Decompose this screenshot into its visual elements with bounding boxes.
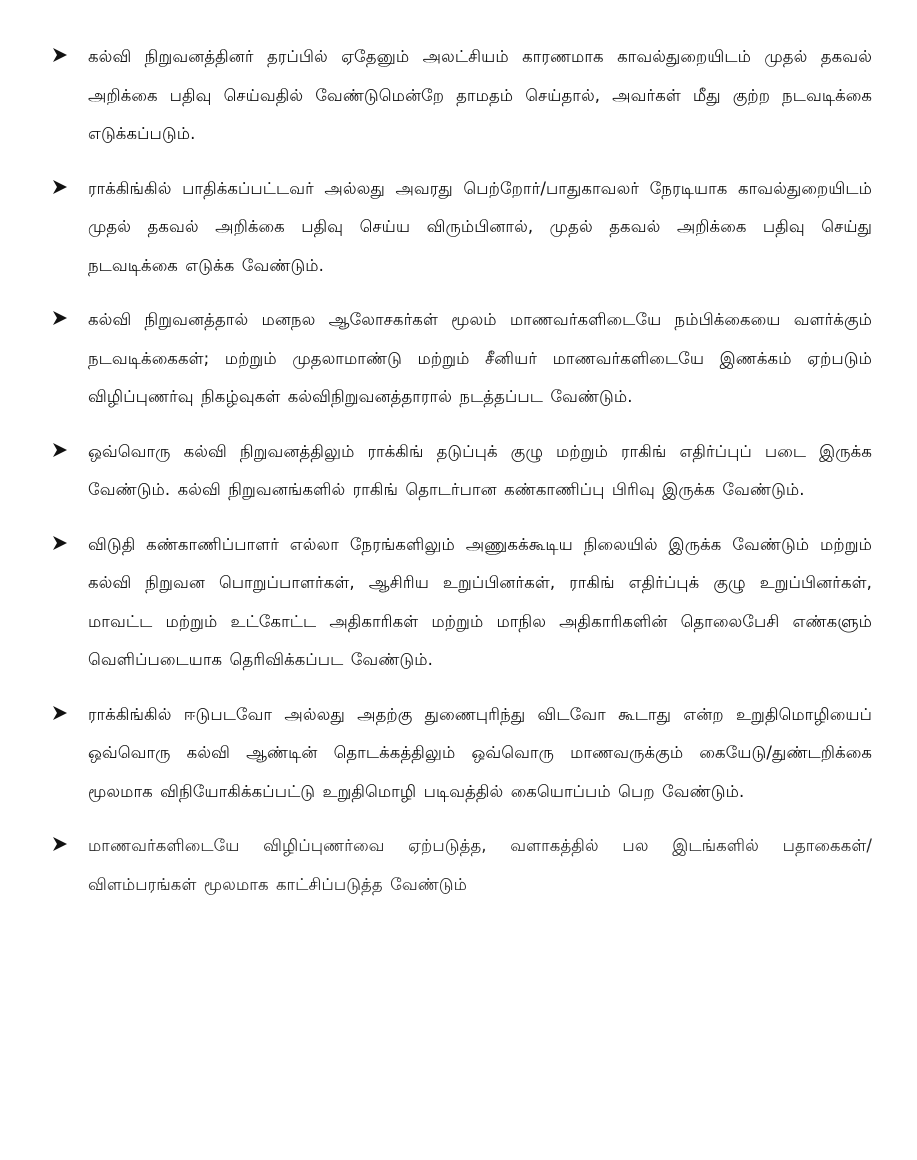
list-item xyxy=(52,433,872,510)
bullet-text: விடுதி கண்காணிப்பாளர் எல்லா நேரங்களிலும் அணுகக்கூடிய நிலையில் இருக்க வேண்டும் மற்றும் கல்வி நிறுவன பொறுப்பாளர்கள், ஆசிரிய உறுப்பினர்கள், ராகிங் எதிர்ப்புக் குழு உறுப்பினர்கள், மாவட்ட மற்றும் உட்கோட்ட அதிகாரிகள் மற்றும் மாநில அதிகாரிகளின் தொலைபேசி எண்களும் வெளிப்படையாக தெரிவிக்கப்பட வேண்டும். xyxy=(88,534,872,669)
guideline-bullet-list xyxy=(52,38,872,904)
arrowhead-bullet-icon xyxy=(52,442,68,458)
arrowhead-bullet-icon xyxy=(52,705,68,721)
list-item xyxy=(52,827,872,904)
list-item xyxy=(52,38,872,154)
arrowhead-bullet-icon xyxy=(52,310,68,326)
bullet-text: கல்வி நிறுவனத்தினர் தரப்பில் ஏதேனும் அலட்சியம் காரணமாக காவல்துறையிடம் முதல் தகவல் அறிக்கை பதிவு செய்வதில் வேண்டுமென்றே தாமதம் செய்தால், அவர்கள் மீது குற்ற நடவடிக்கை எடுக்கப்படும். xyxy=(88,47,872,143)
bullet-text: ராக்கிங்கில் ஈடுபடவோ அல்லது அதற்கு துணைபுரிந்து விடவோ கூடாது என்ற உறுதிமொழியைப் ஒவ்வொரு கல்வி ஆண்டின் தொடக்கத்திலும் ஒவ்வொரு மாணவருக்கும் கையேடு/துண்டறிக்கை மூலமாக விநியோகிக்கப்பட்டு உறுதிமொழி படிவத்தில் கையொப்பம் பெற வேண்டும். xyxy=(88,704,872,801)
list-item xyxy=(52,696,872,812)
arrowhead-bullet-icon xyxy=(52,179,68,195)
list-item xyxy=(52,526,872,680)
bullet-text: கல்வி நிறுவனத்தால் மனநல ஆலோசகர்கள் மூலம் மாணவர்களிடையே நம்பிக்கையை வளர்க்கும் நடவடிக்கைகள்; மற்றும் முதலாமாண்டு மற்றும் சீனியர் மாணவர்களிடையே இணக்கம் ஏற்படும் விழிப்புணர்வு நிகழ்வுகள் கல்விநிறுவனத்தாரால் நடத்தப்பட வேண்டும். xyxy=(88,310,872,406)
arrowhead-bullet-icon xyxy=(52,47,68,63)
arrowhead-bullet-icon xyxy=(52,836,68,852)
list-item xyxy=(52,301,872,417)
bullet-text: மாணவர்களிடையே விழிப்புணர்வை ஏற்படுத்த, வளாகத்தில் பல இடங்களில் பதாகைகள்/ விளம்பரங்கள் மூலமாக காட்சிப்படுத்த வேண்டும் xyxy=(88,836,872,894)
arrowhead-bullet-icon xyxy=(52,535,68,551)
bullet-text: ராக்கிங்கில் பாதிக்கப்பட்டவர் அல்லது அவரது பெற்றோர்/பாதுகாவலர் நேரடியாக காவல்துறையிடம் முதல் தகவல் அறிக்கை பதிவு செய்ய விரும்பினால், முதல் தகவல் அறிக்கை பதிவு செய்து நடவடிக்கை எடுக்க வேண்டும். xyxy=(88,178,872,275)
list-item xyxy=(52,170,872,286)
bullet-text: ஒவ்வொரு கல்வி நிறுவனத்திலும் ராக்கிங் தடுப்புக் குழு மற்றும் ராகிங் எதிர்ப்புப் படை இருக்க வேண்டும். கல்வி நிறுவனங்களில் ராகிங் தொடர்பான கண்காணிப்பு பிரிவு இருக்க வேண்டும். xyxy=(88,441,872,499)
